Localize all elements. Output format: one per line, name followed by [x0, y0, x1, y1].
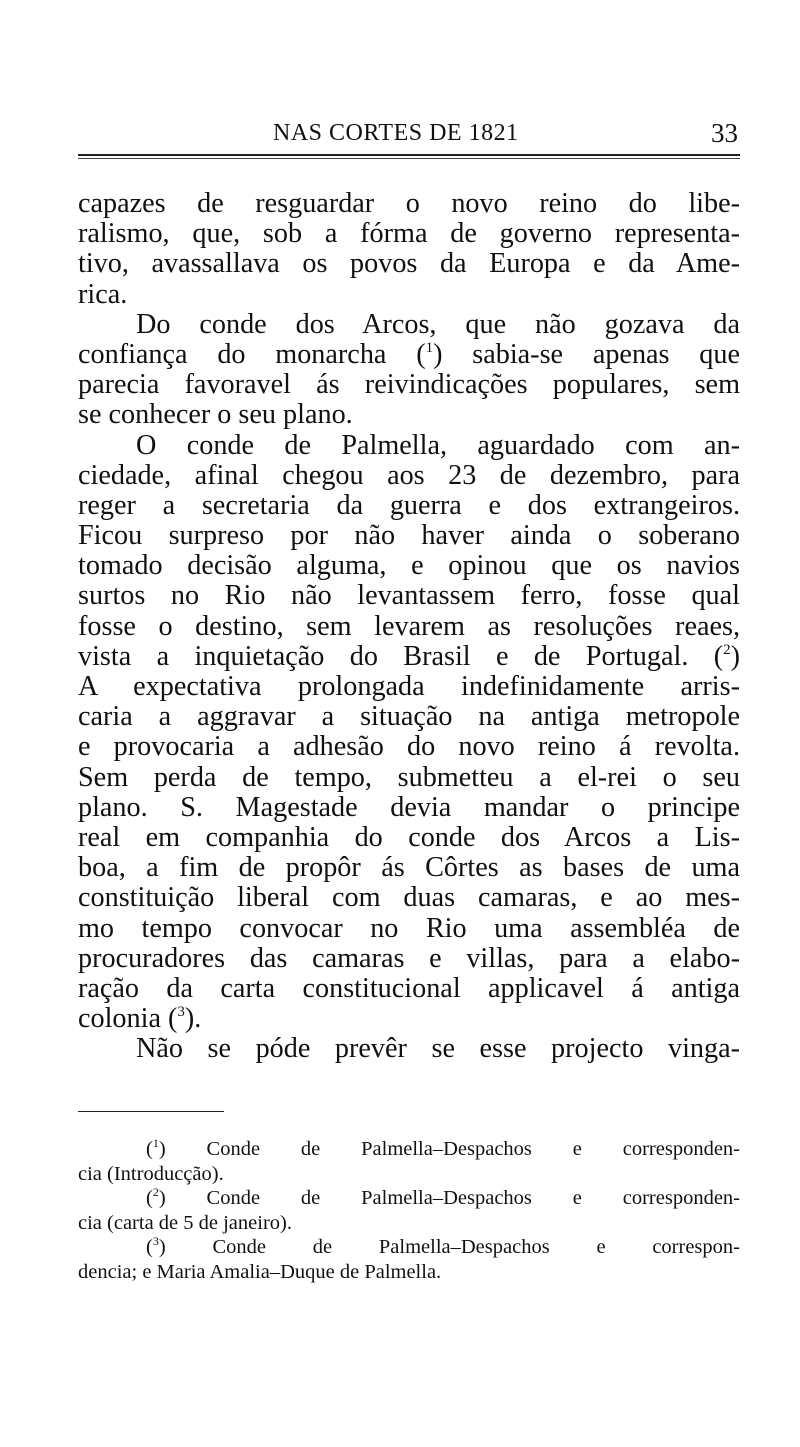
- body-text: [78, 189, 740, 1064]
- footnote-line: [78, 1186, 740, 1211]
- body-line: O conde de Palmella, aguardado com an-: [136, 429, 740, 461]
- body-line: rica.: [78, 278, 128, 310]
- footnote-line: dencia; e Maria Amalia–Duque de Palmella.: [78, 1260, 442, 1283]
- footnote-text: (: [146, 1236, 153, 1259]
- header-rule-thin: [78, 158, 740, 159]
- body-line: tomado decisão alguma, e opinou que os navios: [78, 550, 740, 582]
- body-line: fosse o destino, sem levarem as resoluções reaes,: [78, 610, 740, 642]
- body-line: caria a aggravar a situação na antiga metropole: [78, 701, 740, 733]
- footnote-marker: 3: [177, 1004, 185, 1021]
- footnote-marker: 3: [152, 1234, 159, 1249]
- footnotes: [78, 1137, 740, 1285]
- footnote-text: ) Conde de Palmella–Despachos e correspon-: [158, 1236, 740, 1259]
- body-line: surtos no Rio não levantassem ferro, fosse qual: [78, 580, 740, 612]
- body-text: vista a inquietação do Brasil e de Portugal. (: [78, 640, 724, 672]
- body-line: boa, a fim de propôr ás Côrtes as bases de uma: [78, 852, 740, 884]
- body-line: Não se póde prevêr se esse projecto vinga-: [136, 1033, 740, 1065]
- footnote-marker: 1: [425, 339, 434, 356]
- footnote-separator: [78, 1111, 224, 1112]
- body-line: procuradores das camaras e villas, para a elabo-: [78, 942, 740, 974]
- footnote-text: ) Conde de Palmella–Despachos e corresponden-: [158, 1187, 740, 1210]
- body-line: Ficou surpreso por não haver ainda o soberano: [78, 520, 740, 552]
- body-line: e provocaria a adhesão do novo reino á revolta.: [78, 731, 740, 763]
- body-line: mo tempo convocar no Rio uma assembléa de: [78, 912, 740, 944]
- footnote-marker: 1: [152, 1136, 159, 1150]
- body-line: tivo, avassallava os povos da Europa e da Ame-: [78, 248, 740, 280]
- footnote-marker: 2: [152, 1185, 159, 1200]
- footnote-marker: 2: [723, 641, 731, 658]
- running-title: NAS CORTES DE 1821: [273, 120, 519, 146]
- body-text: ).: [184, 1003, 202, 1035]
- page-number: 33: [711, 118, 738, 148]
- footnote-text: ) Conde de Palmella–Despachos e corresponden-: [158, 1138, 740, 1160]
- body-line: se conhecer o seu plano.: [78, 399, 353, 431]
- body-line: [78, 1004, 740, 1034]
- body-line: ração da carta constitucional applicavel á antiga: [78, 972, 740, 1004]
- footnote-line: cia (Introducção).: [78, 1162, 224, 1185]
- header-rule: [78, 154, 740, 156]
- body-line: [78, 642, 740, 672]
- footnote-line: [78, 1235, 740, 1260]
- footnote-line: [78, 1137, 740, 1162]
- body-line: plano. S. Magestade devia mandar o principe: [78, 791, 740, 823]
- body-line: Do conde dos Arcos, que não gozava da: [136, 308, 740, 340]
- body-line: [78, 340, 740, 370]
- body-text: ) sabia-se apenas que: [433, 338, 740, 370]
- body-line: real em companhia do conde dos Arcos a Lis-: [78, 821, 740, 853]
- body-line: A expectativa prolongada indefinidamente arris-: [78, 671, 740, 702]
- body-text: colonia (: [78, 1003, 178, 1035]
- body-line: parecia favoravel ás reivindicações populares, sem: [78, 369, 740, 401]
- body-line: Sem perda de tempo, submetteu a el-rei o seu: [78, 761, 740, 793]
- body-line: ralismo, que, sob a fórma de governo representa-: [78, 218, 740, 250]
- body-line: reger a secretaria da guerra e dos extrangeiros.: [78, 489, 740, 521]
- body-line: constituição liberal com duas camaras, e ao mes-: [78, 882, 740, 914]
- body-line: capazes de resguardar o novo reino do libe-: [78, 188, 740, 219]
- body-text: ): [730, 640, 740, 672]
- running-header: [78, 116, 738, 150]
- footnote-text: (: [146, 1187, 153, 1210]
- footnote-line: cia (carta de 5 de janeiro).: [78, 1211, 292, 1234]
- body-line: ciedade, afinal chegou aos 23 de dezembro, para: [78, 459, 740, 491]
- body-text: confiança do monarcha (: [78, 338, 426, 370]
- footnote-text: (: [146, 1138, 153, 1160]
